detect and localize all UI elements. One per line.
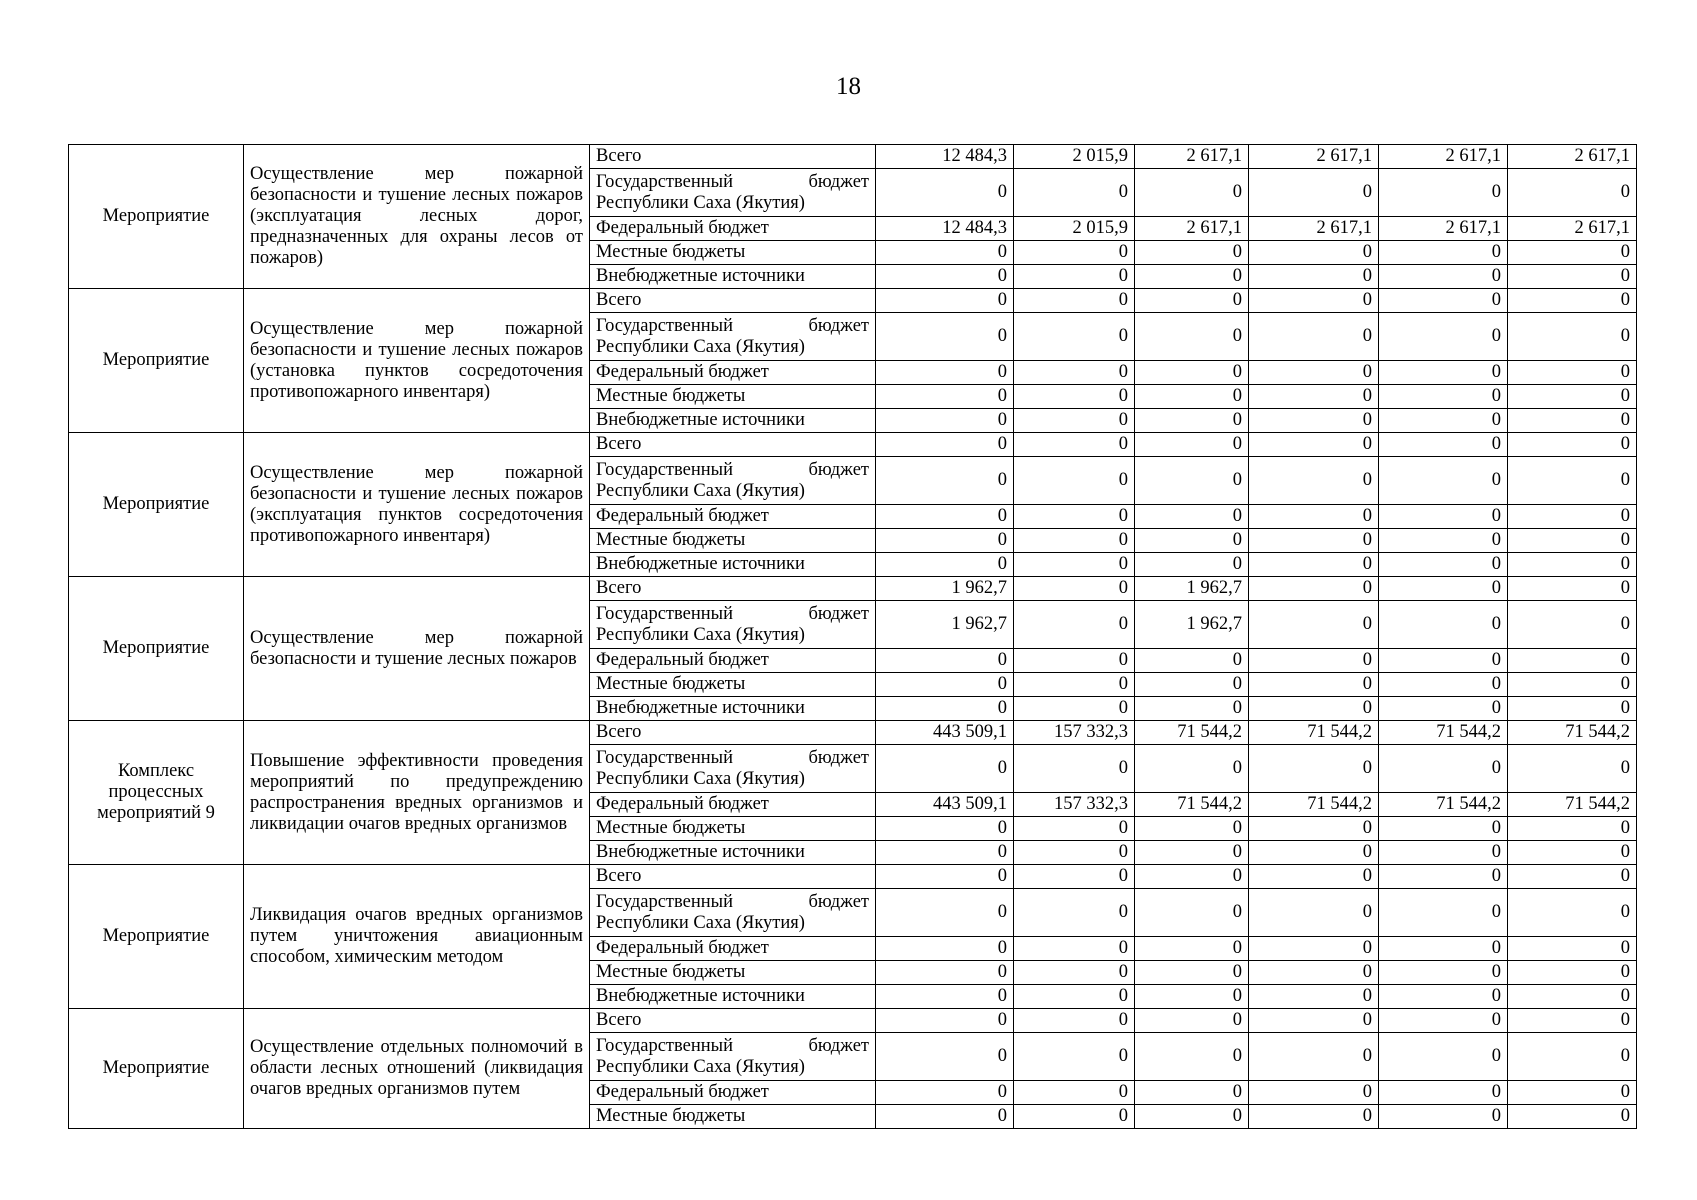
amount-cell: 0 — [876, 961, 1014, 985]
amount-cell: 0 — [1508, 817, 1637, 841]
amount-cell: 1 962,7 — [1135, 601, 1249, 649]
funding-source-cell: Государственный бюджет Республики Саха (Якутия) — [590, 313, 876, 361]
amount-cell: 0 — [1249, 433, 1379, 457]
amount-cell: 0 — [1379, 457, 1508, 505]
amount-cell: 0 — [1135, 385, 1249, 409]
amount-cell: 0 — [876, 841, 1014, 865]
amount-cell: 0 — [1135, 1009, 1249, 1033]
amount-cell: 0 — [876, 1033, 1014, 1081]
funding-source-cell: Всего — [590, 1009, 876, 1033]
amount-cell: 0 — [1135, 457, 1249, 505]
amount-cell: 0 — [1508, 457, 1637, 505]
amount-cell: 0 — [1508, 673, 1637, 697]
amount-cell: 0 — [1249, 865, 1379, 889]
funding-source-cell: Местные бюджеты — [590, 1105, 876, 1129]
funding-source-cell: Государственный бюджет Республики Саха (Якутия) — [590, 457, 876, 505]
funding-source-cell: Государственный бюджет Республики Саха (Якутия) — [590, 601, 876, 649]
amount-cell: 0 — [1014, 745, 1135, 793]
amount-cell: 0 — [1135, 697, 1249, 721]
amount-cell: 0 — [1014, 433, 1135, 457]
amount-cell: 2 617,1 — [1135, 145, 1249, 169]
section-description-cell: Осуществление отдельных полномочий в области лесных отношений (ликвидация очагов вредных организмов путем — [244, 1009, 590, 1129]
funding-source-cell: Федеральный бюджет — [590, 361, 876, 385]
amount-cell: 0 — [1135, 529, 1249, 553]
amount-cell: 443 509,1 — [876, 793, 1014, 817]
amount-cell: 0 — [1014, 649, 1135, 673]
amount-cell: 0 — [1508, 889, 1637, 937]
amount-cell: 0 — [876, 433, 1014, 457]
funding-source-cell: Федеральный бюджет — [590, 1081, 876, 1105]
amount-cell: 2 617,1 — [1249, 145, 1379, 169]
amount-cell: 0 — [1508, 601, 1637, 649]
table-row — [69, 433, 1637, 457]
amount-cell: 0 — [1379, 745, 1508, 793]
amount-cell: 0 — [1508, 937, 1637, 961]
amount-cell: 0 — [1135, 241, 1249, 265]
amount-cell: 0 — [876, 1009, 1014, 1033]
amount-cell: 0 — [1135, 313, 1249, 361]
amount-cell: 0 — [1379, 361, 1508, 385]
amount-cell: 0 — [1014, 985, 1135, 1009]
amount-cell: 0 — [1508, 1105, 1637, 1129]
amount-cell: 0 — [1508, 577, 1637, 601]
amount-cell: 0 — [1249, 841, 1379, 865]
amount-cell: 0 — [1508, 1033, 1637, 1081]
amount-cell: 0 — [1014, 313, 1135, 361]
amount-cell: 0 — [1379, 865, 1508, 889]
amount-cell: 0 — [1249, 937, 1379, 961]
amount-cell: 0 — [1135, 553, 1249, 577]
amount-cell: 0 — [1379, 937, 1508, 961]
amount-cell: 0 — [1249, 553, 1379, 577]
funding-source-cell: Местные бюджеты — [590, 817, 876, 841]
funding-source-cell: Государственный бюджет Республики Саха (Якутия) — [590, 1033, 876, 1081]
amount-cell: 0 — [876, 241, 1014, 265]
funding-source-cell: Государственный бюджет Республики Саха (Якутия) — [590, 169, 876, 217]
funding-source-cell: Местные бюджеты — [590, 385, 876, 409]
amount-cell: 0 — [1014, 1033, 1135, 1081]
amount-cell: 0 — [1379, 673, 1508, 697]
amount-cell: 0 — [1014, 529, 1135, 553]
amount-cell: 1 962,7 — [876, 577, 1014, 601]
funding-source-cell: Всего — [590, 433, 876, 457]
amount-cell: 0 — [876, 889, 1014, 937]
section-description-cell: Ликвидация очагов вредных организмов путем уничтожения авиационным способом, химическим методом — [244, 865, 590, 1009]
amount-cell: 0 — [1014, 1009, 1135, 1033]
amount-cell: 0 — [1249, 457, 1379, 505]
amount-cell: 0 — [1135, 889, 1249, 937]
amount-cell: 0 — [1135, 505, 1249, 529]
funding-source-cell: Федеральный бюджет — [590, 505, 876, 529]
amount-cell: 71 544,2 — [1135, 793, 1249, 817]
amount-cell: 0 — [1249, 409, 1379, 433]
funding-source-cell: Федеральный бюджет — [590, 937, 876, 961]
funding-source-cell: Всего — [590, 721, 876, 745]
funding-source-cell: Внебюджетные источники — [590, 697, 876, 721]
amount-cell: 0 — [1135, 817, 1249, 841]
amount-cell: 0 — [1379, 505, 1508, 529]
amount-cell: 71 544,2 — [1508, 721, 1637, 745]
amount-cell: 0 — [876, 553, 1014, 577]
amount-cell: 0 — [876, 385, 1014, 409]
amount-cell: 0 — [1249, 313, 1379, 361]
amount-cell: 0 — [1508, 409, 1637, 433]
amount-cell: 0 — [1014, 1105, 1135, 1129]
amount-cell: 0 — [1014, 289, 1135, 313]
amount-cell: 0 — [1014, 889, 1135, 937]
funding-source-cell: Внебюджетные источники — [590, 841, 876, 865]
amount-cell: 0 — [876, 457, 1014, 505]
amount-cell: 0 — [1379, 577, 1508, 601]
amount-cell: 0 — [1508, 265, 1637, 289]
amount-cell: 0 — [1379, 841, 1508, 865]
amount-cell: 2 617,1 — [1508, 145, 1637, 169]
amount-cell: 0 — [1379, 241, 1508, 265]
amount-cell: 1 962,7 — [1135, 577, 1249, 601]
amount-cell: 0 — [1508, 985, 1637, 1009]
amount-cell: 0 — [1014, 553, 1135, 577]
amount-cell: 0 — [1135, 433, 1249, 457]
amount-cell: 0 — [876, 289, 1014, 313]
amount-cell: 0 — [1014, 697, 1135, 721]
amount-cell: 0 — [1014, 601, 1135, 649]
amount-cell: 0 — [1508, 961, 1637, 985]
amount-cell: 0 — [1379, 961, 1508, 985]
amount-cell: 0 — [1379, 985, 1508, 1009]
amount-cell: 0 — [1135, 265, 1249, 289]
amount-cell: 0 — [1508, 529, 1637, 553]
amount-cell: 71 544,2 — [1249, 721, 1379, 745]
amount-cell: 0 — [1379, 1081, 1508, 1105]
amount-cell: 0 — [1379, 385, 1508, 409]
funding-source-cell: Местные бюджеты — [590, 529, 876, 553]
amount-cell: 0 — [876, 985, 1014, 1009]
amount-cell: 0 — [1379, 265, 1508, 289]
amount-cell: 0 — [1249, 505, 1379, 529]
amount-cell: 0 — [1249, 601, 1379, 649]
amount-cell: 0 — [876, 361, 1014, 385]
amount-cell: 0 — [1508, 505, 1637, 529]
section-type-cell: Мероприятие — [69, 577, 244, 721]
funding-source-cell: Государственный бюджет Республики Саха (Якутия) — [590, 889, 876, 937]
amount-cell: 0 — [1379, 1009, 1508, 1033]
amount-cell: 0 — [1508, 1009, 1637, 1033]
funding-source-cell: Федеральный бюджет — [590, 217, 876, 241]
amount-cell: 0 — [1379, 649, 1508, 673]
budget-table — [68, 144, 1637, 1129]
page-number: 18 — [836, 73, 861, 100]
amount-cell: 0 — [1379, 529, 1508, 553]
amount-cell: 71 544,2 — [1379, 721, 1508, 745]
amount-cell: 0 — [1014, 1081, 1135, 1105]
amount-cell: 0 — [1249, 385, 1379, 409]
amount-cell: 0 — [1249, 529, 1379, 553]
amount-cell: 0 — [1135, 673, 1249, 697]
amount-cell: 0 — [1014, 169, 1135, 217]
funding-source-cell: Федеральный бюджет — [590, 649, 876, 673]
amount-cell: 12 484,3 — [876, 145, 1014, 169]
funding-source-cell: Местные бюджеты — [590, 241, 876, 265]
amount-cell: 0 — [1508, 289, 1637, 313]
amount-cell: 0 — [1249, 649, 1379, 673]
funding-source-cell: Внебюджетные источники — [590, 553, 876, 577]
amount-cell: 0 — [1508, 313, 1637, 361]
section-type-cell: Комплекс процессных мероприятий 9 — [69, 721, 244, 865]
amount-cell: 0 — [1249, 673, 1379, 697]
amount-cell: 0 — [876, 937, 1014, 961]
amount-cell: 0 — [1379, 1105, 1508, 1129]
amount-cell: 0 — [1249, 745, 1379, 793]
amount-cell: 0 — [1135, 361, 1249, 385]
amount-cell: 0 — [1249, 265, 1379, 289]
funding-source-cell: Федеральный бюджет — [590, 793, 876, 817]
amount-cell: 2 617,1 — [1379, 145, 1508, 169]
amount-cell: 0 — [1508, 865, 1637, 889]
section-type-cell: Мероприятие — [69, 1009, 244, 1129]
amount-cell: 0 — [876, 745, 1014, 793]
amount-cell: 2 617,1 — [1135, 217, 1249, 241]
table-row — [69, 145, 1637, 169]
amount-cell: 0 — [1508, 385, 1637, 409]
section-description-cell: Осуществление мер пожарной безопасности и тушение лесных пожаров (эксплуатация лесных дорог, предназначенных для охраны лесов от пожаров) — [244, 145, 590, 289]
amount-cell: 0 — [1135, 649, 1249, 673]
amount-cell: 0 — [1508, 361, 1637, 385]
amount-cell: 0 — [1379, 817, 1508, 841]
amount-cell: 0 — [1249, 985, 1379, 1009]
funding-source-cell: Местные бюджеты — [590, 673, 876, 697]
table-row — [69, 721, 1637, 745]
amount-cell: 0 — [1249, 817, 1379, 841]
amount-cell: 0 — [1249, 889, 1379, 937]
section-description-cell: Повышение эффективности проведения мероприятий по предупреждению распространения вредных организмов и ликвидации очагов вредных организмов — [244, 721, 590, 865]
amount-cell: 0 — [1508, 169, 1637, 217]
amount-cell: 0 — [876, 409, 1014, 433]
amount-cell: 0 — [876, 265, 1014, 289]
section-type-cell: Мероприятие — [69, 433, 244, 577]
amount-cell: 0 — [1249, 241, 1379, 265]
amount-cell: 0 — [1135, 841, 1249, 865]
table-row — [69, 289, 1637, 313]
funding-source-cell: Всего — [590, 577, 876, 601]
amount-cell: 2 617,1 — [1249, 217, 1379, 241]
amount-cell: 0 — [876, 817, 1014, 841]
section-description-cell: Осуществление мер пожарной безопасности и тушение лесных пожаров (установка пунктов сосредоточения противопожарного инвентаря) — [244, 289, 590, 433]
amount-cell: 71 544,2 — [1249, 793, 1379, 817]
amount-cell: 0 — [1379, 889, 1508, 937]
funding-source-cell: Внебюджетные источники — [590, 985, 876, 1009]
amount-cell: 0 — [876, 697, 1014, 721]
amount-cell: 0 — [1249, 361, 1379, 385]
funding-source-cell: Государственный бюджет Республики Саха (Якутия) — [590, 745, 876, 793]
amount-cell: 0 — [1014, 241, 1135, 265]
amount-cell: 0 — [1014, 937, 1135, 961]
table-row — [69, 865, 1637, 889]
amount-cell: 157 332,3 — [1014, 793, 1135, 817]
amount-cell: 0 — [876, 1081, 1014, 1105]
table-row — [69, 1009, 1637, 1033]
amount-cell: 71 544,2 — [1379, 793, 1508, 817]
funding-source-cell: Всего — [590, 145, 876, 169]
amount-cell: 157 332,3 — [1014, 721, 1135, 745]
amount-cell: 0 — [1014, 673, 1135, 697]
funding-source-cell: Внебюджетные источники — [590, 409, 876, 433]
amount-cell: 0 — [1249, 1105, 1379, 1129]
funding-source-cell: Всего — [590, 865, 876, 889]
amount-cell: 0 — [1135, 169, 1249, 217]
amount-cell: 0 — [1508, 1081, 1637, 1105]
amount-cell: 2 015,9 — [1014, 145, 1135, 169]
section-description-cell: Осуществление мер пожарной безопасности и тушение лесных пожаров (эксплуатация пунктов сосредоточения противопожарного инвентаря) — [244, 433, 590, 577]
section-type-cell: Мероприятие — [69, 865, 244, 1009]
amount-cell: 0 — [1508, 649, 1637, 673]
amount-cell: 0 — [1014, 577, 1135, 601]
amount-cell: 0 — [1379, 553, 1508, 577]
amount-cell: 0 — [1014, 817, 1135, 841]
amount-cell: 0 — [1379, 409, 1508, 433]
amount-cell: 0 — [1249, 1033, 1379, 1081]
amount-cell: 0 — [1135, 985, 1249, 1009]
amount-cell: 0 — [876, 169, 1014, 217]
amount-cell: 0 — [1379, 1033, 1508, 1081]
amount-cell: 0 — [1135, 409, 1249, 433]
amount-cell: 0 — [1135, 289, 1249, 313]
amount-cell: 0 — [1379, 433, 1508, 457]
amount-cell: 0 — [1014, 505, 1135, 529]
amount-cell: 71 544,2 — [1135, 721, 1249, 745]
amount-cell: 0 — [1014, 457, 1135, 505]
amount-cell: 0 — [1249, 697, 1379, 721]
amount-cell: 0 — [1249, 577, 1379, 601]
amount-cell: 0 — [1379, 289, 1508, 313]
amount-cell: 0 — [1014, 841, 1135, 865]
amount-cell: 0 — [1249, 1009, 1379, 1033]
amount-cell: 0 — [1135, 1105, 1249, 1129]
amount-cell: 0 — [1135, 937, 1249, 961]
amount-cell: 0 — [1249, 169, 1379, 217]
amount-cell: 0 — [1508, 553, 1637, 577]
amount-cell: 0 — [876, 505, 1014, 529]
amount-cell: 0 — [1135, 961, 1249, 985]
amount-cell: 0 — [1135, 745, 1249, 793]
amount-cell: 0 — [1508, 433, 1637, 457]
amount-cell: 2 617,1 — [1508, 217, 1637, 241]
amount-cell: 443 509,1 — [876, 721, 1014, 745]
amount-cell: 0 — [876, 649, 1014, 673]
amount-cell: 0 — [1135, 1033, 1249, 1081]
funding-source-cell: Всего — [590, 289, 876, 313]
amount-cell: 1 962,7 — [876, 601, 1014, 649]
amount-cell: 0 — [1508, 841, 1637, 865]
amount-cell: 0 — [1014, 265, 1135, 289]
funding-source-cell: Местные бюджеты — [590, 961, 876, 985]
amount-cell: 0 — [1014, 865, 1135, 889]
amount-cell: 0 — [876, 673, 1014, 697]
amount-cell: 0 — [1508, 697, 1637, 721]
amount-cell: 0 — [1379, 169, 1508, 217]
table-row — [69, 577, 1637, 601]
section-description-cell: Осуществление мер пожарной безопасности и тушение лесных пожаров — [244, 577, 590, 721]
amount-cell: 0 — [1379, 601, 1508, 649]
amount-cell: 2 617,1 — [1379, 217, 1508, 241]
amount-cell: 0 — [1249, 289, 1379, 313]
amount-cell: 0 — [1249, 961, 1379, 985]
amount-cell: 0 — [1014, 361, 1135, 385]
amount-cell: 71 544,2 — [1508, 793, 1637, 817]
section-type-cell: Мероприятие — [69, 289, 244, 433]
amount-cell: 0 — [1014, 385, 1135, 409]
section-type-cell: Мероприятие — [69, 145, 244, 289]
amount-cell: 0 — [876, 1105, 1014, 1129]
amount-cell: 0 — [1014, 409, 1135, 433]
amount-cell: 12 484,3 — [876, 217, 1014, 241]
amount-cell: 0 — [1135, 1081, 1249, 1105]
amount-cell: 0 — [1379, 697, 1508, 721]
amount-cell: 0 — [1249, 1081, 1379, 1105]
amount-cell: 0 — [876, 529, 1014, 553]
amount-cell: 0 — [876, 865, 1014, 889]
amount-cell: 0 — [1508, 745, 1637, 793]
amount-cell: 0 — [1135, 865, 1249, 889]
funding-source-cell: Внебюджетные источники — [590, 265, 876, 289]
amount-cell: 2 015,9 — [1014, 217, 1135, 241]
amount-cell: 0 — [1379, 313, 1508, 361]
amount-cell: 0 — [1014, 961, 1135, 985]
amount-cell: 0 — [876, 313, 1014, 361]
amount-cell: 0 — [1508, 241, 1637, 265]
